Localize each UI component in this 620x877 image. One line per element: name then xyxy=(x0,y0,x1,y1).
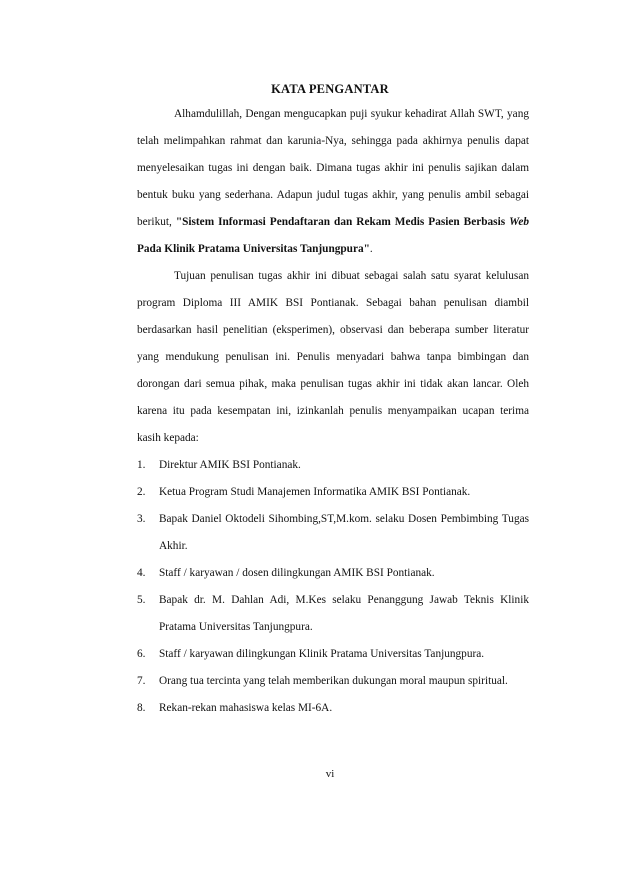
list-item-number: 8. xyxy=(137,702,146,714)
list-item-number: 5. xyxy=(137,594,146,606)
list-item xyxy=(137,506,529,560)
list-item xyxy=(137,479,529,506)
list-item xyxy=(137,641,529,668)
list-item xyxy=(137,695,529,722)
list-item-text: Rekan-rekan mahasiswa kelas MI-6A. xyxy=(159,702,333,714)
acknowledgement-list xyxy=(137,452,529,722)
list-item-text: Bapak Daniel Oktodeli Sihombing,ST,M.kom. selaku Dosen Pembimbing Tugas Akhir. xyxy=(159,513,529,552)
thesis-title-part-1: "Sistem Informasi Pendaftaran dan Rekam Medis Pasien Berbasis xyxy=(175,216,510,228)
body-text xyxy=(137,101,529,722)
paragraph-intro xyxy=(137,101,529,263)
list-item xyxy=(137,668,529,695)
list-item-text: Orang tua tercinta yang telah memberikan dukungan moral maupun spiritual. xyxy=(159,675,508,687)
list-item-number: 7. xyxy=(137,675,146,687)
paragraph-intro-end: . xyxy=(369,243,373,255)
paragraph-intro-text: Alhamdulillah, Dengan mengucapkan puji syukur kehadirat Allah SWT, yang telah melimpahkan rahmat dan karunia-Nya, sehingga pada akhirnya penulis dapat menyelesaikan tugas ini dengan baik. Dimana tugas akhir ini penulis sajikan dalam bentuk buku yang sederhana. Adapun judul tugas akhir, yang penulis ambil sebagai berikut, xyxy=(137,108,529,228)
list-item xyxy=(137,587,529,641)
list-item-number: 3. xyxy=(137,513,146,525)
list-item xyxy=(137,452,529,479)
thesis-title-part-2: Pada Klinik Pratama Universitas Tanjungpura" xyxy=(137,243,370,255)
list-item-text: Staff / karyawan dilingkungan Klinik Pratama Universitas Tanjungpura. xyxy=(159,648,485,660)
list-item-number: 4. xyxy=(137,567,146,579)
thesis-title xyxy=(137,216,529,255)
thesis-title-web: Web xyxy=(509,216,529,228)
page-title: KATA PENGANTAR xyxy=(271,82,389,96)
page-number: vi xyxy=(325,768,335,780)
list-item-number: 2. xyxy=(137,486,146,498)
list-item-text: Direktur AMIK BSI Pontianak. xyxy=(159,459,301,471)
list-item-text: Bapak dr. M. Dahlan Adi, M.Kes selaku Penanggung Jawab Teknis Klinik Pratama Universitas Tanjungpura. xyxy=(159,594,529,633)
list-item-text: Ketua Program Studi Manajemen Informatika AMIK BSI Pontianak. xyxy=(159,486,471,498)
list-item-number: 1. xyxy=(137,459,146,471)
list-item xyxy=(137,560,529,587)
list-item-text: Staff / karyawan / dosen dilingkungan AMIK BSI Pontianak. xyxy=(159,567,435,579)
paragraph-purpose: Tujuan penulisan tugas akhir ini dibuat sebagai salah satu syarat kelulusan program Diploma III AMIK BSI Pontianak. Sebagai bahan penulisan diambil berdasarkan hasil penelitian (eksperimen), observasi dan beberapa sumber literatur yang mendukung penulisan ini. Penulis menyadari bahwa tanpa bimbingan dan dorongan dari semua pihak, maka penulisan tugas akhir ini tidak akan lancar. Oleh karena itu pada kesempatan ini, izinkanlah penulis menyampaikan ucapan terima kasih kepada: xyxy=(137,270,529,444)
list-item-number: 6. xyxy=(137,648,146,660)
